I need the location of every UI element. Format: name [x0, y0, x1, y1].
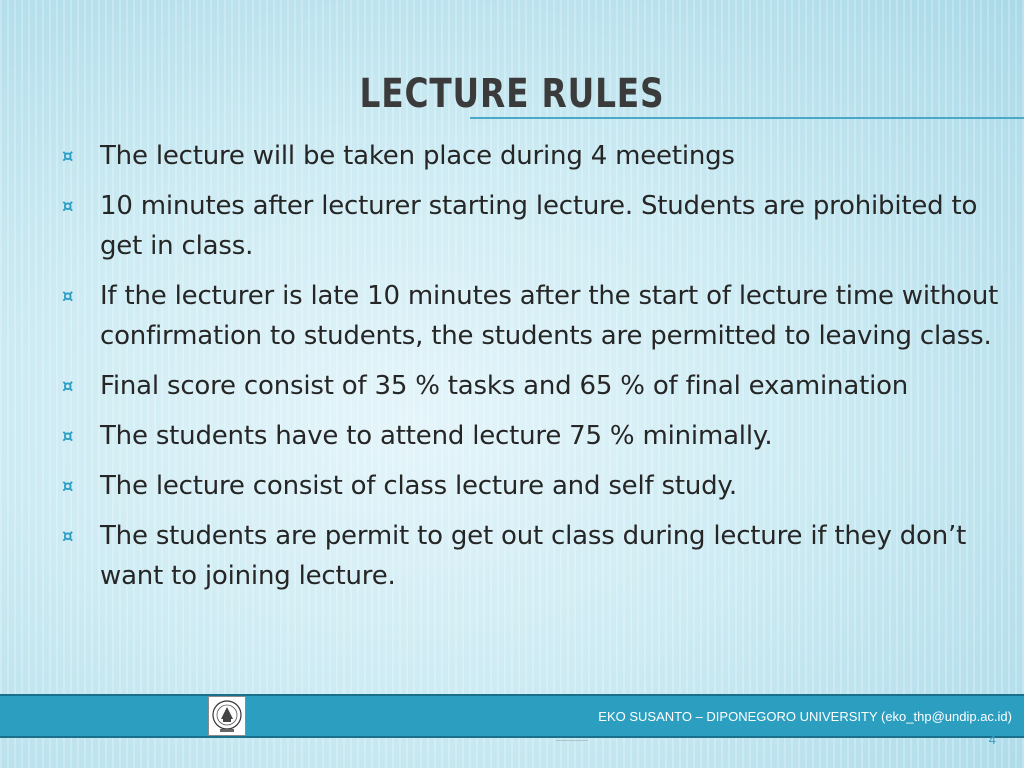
slide-title: LECTURE RULES	[359, 71, 665, 117]
bullet-marker-icon: ¤	[62, 476, 74, 497]
bullet-marker-icon: ¤	[62, 146, 74, 167]
bullet-item	[62, 136, 1022, 176]
bullet-item	[62, 186, 1022, 266]
footer-author-text: EKO SUSANTO – DIPONEGORO UNIVERSITY (eko_thp@undip.ac.id)	[598, 709, 1012, 724]
bullet-text: The students have to attend lecture 75 % minimally.	[100, 421, 773, 451]
bullet-item	[62, 516, 1022, 596]
bullet-text: Final score consist of 35 % tasks and 65 % of final examination	[100, 371, 909, 401]
bullet-list	[62, 136, 1022, 606]
bullet-text: The lecture will be taken place during 4 meetings	[100, 141, 735, 171]
bullet-item	[62, 416, 1022, 456]
bullet-marker-icon: ¤	[62, 196, 74, 217]
footer-decoration	[556, 736, 588, 741]
bullet-text: If the lecturer is late 10 minutes after the start of lecture time without confirmation to students, the students are permitted to leaving class.	[100, 281, 999, 351]
bullet-text: 10 minutes after lecturer starting lecture. Students are prohibited to get in class.	[100, 191, 978, 261]
bullet-marker-icon: ¤	[62, 426, 74, 447]
university-seal-icon	[208, 696, 246, 736]
title-underline	[470, 117, 1024, 119]
bullet-item	[62, 276, 1022, 356]
bullet-item	[62, 466, 1022, 506]
bullet-marker-icon: ¤	[62, 376, 74, 397]
bullet-text: The students are permit to get out class during lecture if they don’t want to joining lecture.	[100, 521, 967, 591]
page-number: 4	[988, 732, 996, 747]
bullet-marker-icon: ¤	[62, 286, 74, 307]
bullet-item	[62, 366, 1022, 406]
bullet-text: The lecture consist of class lecture and self study.	[100, 471, 737, 501]
bullet-marker-icon: ¤	[62, 526, 74, 547]
